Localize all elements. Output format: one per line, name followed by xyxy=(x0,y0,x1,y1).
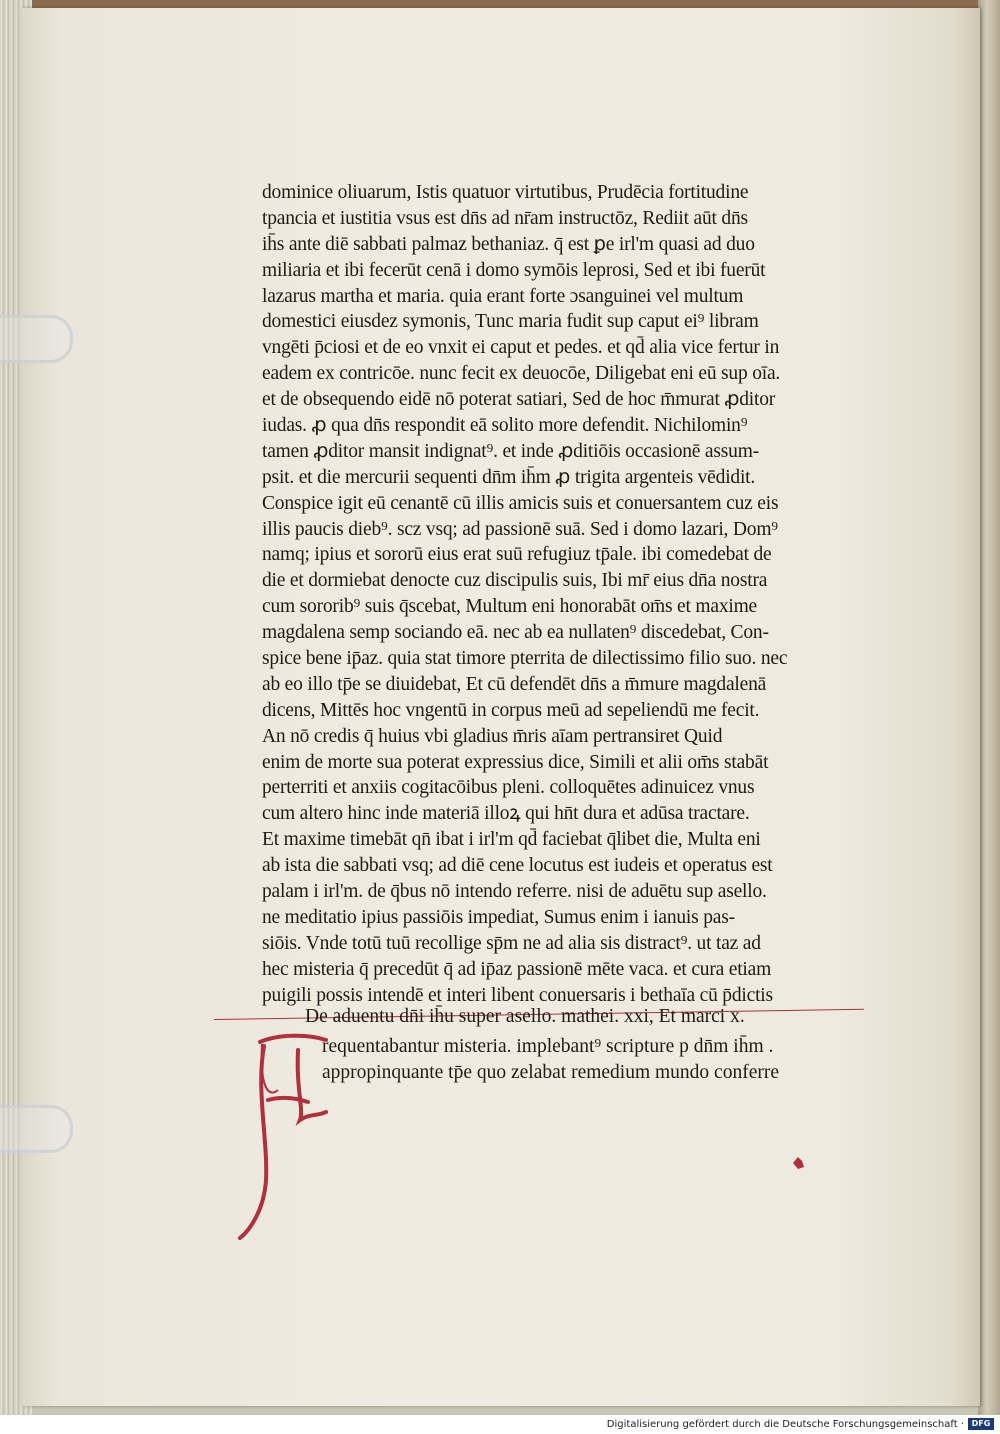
text-line: iudas. ꝓ qua dn̄s respondit eā solito more defendit. Nichilomin⁹ xyxy=(262,415,748,437)
text-line: ab eo illo tp̄e se diuidebat, Et cū defendēt dn̄s a m̄mure magdalenā xyxy=(262,673,767,695)
text-line: die et dormiebat denocte cuz discipulis suis, Ibi mr̄ eius dn̄a nostra xyxy=(262,570,768,592)
text-line: palam i irl'm. de q̄bus nō intendo referre. nisi de aduētu sup asello. xyxy=(262,881,767,903)
book-cover-edge xyxy=(978,0,1000,1415)
text-line: miliaria et ibi fecerūt cenā i domo symōis leprosi, Sed et ibi fuerūt xyxy=(262,259,766,281)
red-initial-letter xyxy=(238,1030,328,1240)
text-line: cum sororib⁹ suis q̄scebat, Multum eni honorabāt om̄s et maxime xyxy=(262,596,758,618)
text-line: dicens, Mittēs hoc vngentū in corpus meū ad sepeliendū me fecit. xyxy=(262,699,760,721)
text-line: cum altero hinc inde materiā illoꝝ qui hn̄t dura et adūsa tractare. xyxy=(262,803,750,825)
text-line: namq; ipius et sororū eius erat suū refugiuz tp̄ale. ibi comedebat de xyxy=(262,544,772,566)
text-after-initial xyxy=(322,1034,822,1086)
text-line: hec misteria q̄ precedūt q̄ ad ip̄az passionē mēte vaca. et cura etiam xyxy=(262,958,772,980)
text-line: ab ista die sabbati vsq; ad diē cene locutus est iudeis et operatus est xyxy=(262,855,773,877)
text-line: dominice oliuarum, Istis quatuor virtutibus, Prudēcia fortitudine xyxy=(262,182,749,203)
text-line: ne meditatio ipius passiōis impediat, Sumus enim i ianuis pas- xyxy=(262,906,735,928)
red-ink-blot xyxy=(790,1155,806,1171)
text-line: eadem ex contricōe. nunc fecit ex deuocōe, Diligebat eni eū sup oīa. xyxy=(262,363,781,385)
text-line: ih̄s ante diē sabbati palmaz bethaniaz. q̄ est ꝑe irl'm quasi ad duo xyxy=(262,233,755,255)
text-line: tamen ꝓditor mansit indignat⁹. et inde ꝓditiōis occasionē assum- xyxy=(262,440,759,462)
text-line: An nō credis q̄ huius vbi gladius m̄ris aīam pertransiret Quid xyxy=(262,725,723,747)
text-line: domestici eiusdez symonis, Tunc maria fudit sup caput ei⁹ libram xyxy=(262,311,759,333)
text-line: puigili possis intendē et interi libent conuersaris i bethaīa cū p̄dictis xyxy=(262,984,773,1006)
text-line: enim de morte sua poterat expressius dice, Simili et alii om̄s stabāt xyxy=(262,751,769,773)
text-line: magdalena semp sociando eā. nec ab ea nullaten⁹ discedebat, Con- xyxy=(262,622,769,644)
text-line: spice bene ip̄az. quia stat timore pterrita de dilectissimo filio suo. nec xyxy=(262,648,788,670)
text-line: Et maxime timebāt qn̄ ibat i irl'm qd̄ faciebat q̄libet die, Multa eni xyxy=(262,829,761,851)
text-line: Conspice igit eū cenantē cū illis amicis suis et conuersantem cuz eis xyxy=(262,492,779,514)
page-clip-bottom xyxy=(0,1105,73,1153)
page-clip-top xyxy=(0,315,73,363)
main-text-block xyxy=(262,180,822,1009)
text-line: lazarus martha et maria. quia erant forte ɔsanguinei vel multum xyxy=(262,285,744,307)
text-line: et de obsequendo eidē nō poterat satiari, Sed de hoc m̄murat ꝓditor xyxy=(262,389,776,411)
text-line: psit. et die mercurii sequenti dn̄m ih̄m ꝓ trigita argenteis vēdidit. xyxy=(262,466,756,488)
text-line: vngēti p̄ciosi et de eo vnxit ei caput et pedes. et qd̄ alia vice fertur in xyxy=(262,337,780,359)
chapter-heading: De aduentu dn̄i ih̄u super asello. mathei. xxi, Et marci x. xyxy=(305,1006,745,1027)
text-line: appropinquante tp̄e quo zelabat remedium mundo conferre xyxy=(322,1061,779,1083)
text-line: illis paucis dieb⁹. scz vsq; ad passionē suā. Sed i domo lazari, Dom⁹ xyxy=(262,518,778,540)
text-line: siōis. Vnde totū tuū recollige sp̄m ne ad alia sis distract⁹. ut taz ad xyxy=(262,932,761,954)
text-line: perterriti et anxiis cogitacōibus pleni. colloquētes adinuicez vnus xyxy=(262,777,755,799)
footer-credit: Digitalisierung gefördert durch die Deutsche Forschungsgemeinschaft · xyxy=(606,1419,964,1430)
dfg-logo: DFG xyxy=(968,1418,994,1430)
text-line: requentabantur misteria. implebant⁹ scripture p dn̄m ih̄m . xyxy=(322,1036,774,1057)
text-line: tpancia et iustitia vsus est dn̄s ad nr̄am instructōz, Rediit aūt dn̄s xyxy=(262,207,748,229)
